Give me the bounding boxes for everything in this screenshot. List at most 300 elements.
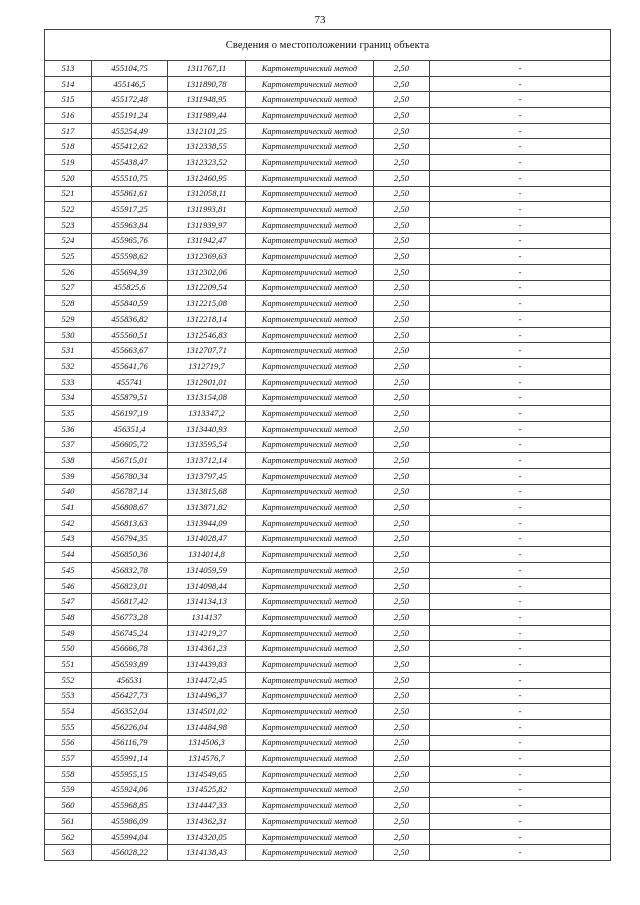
method-cell: Картометрический метод (246, 641, 374, 657)
accuracy-cell: 2,50 (374, 672, 430, 688)
x-coordinate-cell: 455254,49 (92, 123, 168, 139)
note-cell: - (430, 594, 611, 610)
y-coordinate-cell: 1314134,13 (168, 594, 246, 610)
method-cell: Картометрический метод (246, 92, 374, 108)
x-coordinate-cell: 456427,73 (92, 688, 168, 704)
method-cell: Картометрический метод (246, 264, 374, 280)
y-coordinate-cell: 1314447,33 (168, 798, 246, 814)
point-number-cell: 538 (45, 453, 92, 469)
point-number-cell: 515 (45, 92, 92, 108)
y-coordinate-cell: 1314362,31 (168, 814, 246, 830)
table-row (45, 751, 611, 767)
method-cell: Картометрический метод (246, 359, 374, 375)
x-coordinate-cell: 456351,4 (92, 421, 168, 437)
point-number-cell: 545 (45, 563, 92, 579)
point-number-cell: 528 (45, 296, 92, 312)
x-coordinate-cell: 455741 (92, 374, 168, 390)
y-coordinate-cell: 1314501,02 (168, 704, 246, 720)
note-cell: - (430, 531, 611, 547)
point-number-cell: 532 (45, 359, 92, 375)
table-row (45, 155, 611, 171)
table-row (45, 343, 611, 359)
note-cell: - (430, 484, 611, 500)
table-row (45, 327, 611, 343)
table-row (45, 170, 611, 186)
accuracy-cell: 2,50 (374, 249, 430, 265)
y-coordinate-cell: 1311890,78 (168, 76, 246, 92)
point-number-cell: 519 (45, 155, 92, 171)
point-number-cell: 514 (45, 76, 92, 92)
y-coordinate-cell: 1313712,14 (168, 453, 246, 469)
note-cell: - (430, 343, 611, 359)
y-coordinate-cell: 1314137 (168, 610, 246, 626)
x-coordinate-cell: 456605,72 (92, 437, 168, 453)
method-cell: Картометрический метод (246, 610, 374, 626)
note-cell: - (430, 829, 611, 845)
x-coordinate-cell: 455438,47 (92, 155, 168, 171)
table-row (45, 92, 611, 108)
y-coordinate-cell: 1312302,06 (168, 264, 246, 280)
method-cell: Картометрический метод (246, 453, 374, 469)
x-coordinate-cell: 455963,84 (92, 217, 168, 233)
x-coordinate-cell: 456352,04 (92, 704, 168, 720)
point-number-cell: 539 (45, 468, 92, 484)
point-number-cell: 552 (45, 672, 92, 688)
accuracy-cell: 2,50 (374, 202, 430, 218)
accuracy-cell: 2,50 (374, 563, 430, 579)
point-number-cell: 559 (45, 782, 92, 798)
accuracy-cell: 2,50 (374, 594, 430, 610)
point-number-cell: 533 (45, 374, 92, 390)
point-number-cell: 537 (45, 437, 92, 453)
y-coordinate-cell: 1313871,82 (168, 500, 246, 516)
note-cell: - (430, 327, 611, 343)
accuracy-cell: 2,50 (374, 264, 430, 280)
point-number-cell: 535 (45, 406, 92, 422)
table-row (45, 406, 611, 422)
point-number-cell: 522 (45, 202, 92, 218)
table-row (45, 280, 611, 296)
table-row (45, 688, 611, 704)
accuracy-cell: 2,50 (374, 484, 430, 500)
accuracy-cell: 2,50 (374, 421, 430, 437)
y-coordinate-cell: 1314059,59 (168, 563, 246, 579)
note-cell: - (430, 421, 611, 437)
note-cell: - (430, 437, 611, 453)
y-coordinate-cell: 1312719,7 (168, 359, 246, 375)
note-cell: - (430, 217, 611, 233)
x-coordinate-cell: 456197,19 (92, 406, 168, 422)
table-row (45, 578, 611, 594)
method-cell: Картометрический метод (246, 170, 374, 186)
x-coordinate-cell: 456794,35 (92, 531, 168, 547)
page-number: 73 (314, 14, 326, 26)
method-cell: Картометрический метод (246, 186, 374, 202)
point-number-cell: 546 (45, 578, 92, 594)
note-cell: - (430, 264, 611, 280)
y-coordinate-cell: 1313347,2 (168, 406, 246, 422)
x-coordinate-cell: 455861,61 (92, 186, 168, 202)
accuracy-cell: 2,50 (374, 123, 430, 139)
y-coordinate-cell: 1311948,95 (168, 92, 246, 108)
note-cell: - (430, 453, 611, 469)
y-coordinate-cell: 1314576,7 (168, 751, 246, 767)
method-cell: Картометрический метод (246, 312, 374, 328)
table-body (45, 61, 611, 861)
method-cell: Картометрический метод (246, 829, 374, 845)
x-coordinate-cell: 456813,63 (92, 515, 168, 531)
accuracy-cell: 2,50 (374, 657, 430, 673)
y-coordinate-cell: 1313944,09 (168, 515, 246, 531)
table-row (45, 704, 611, 720)
note-cell: - (430, 704, 611, 720)
accuracy-cell: 2,50 (374, 547, 430, 563)
y-coordinate-cell: 1311767,11 (168, 61, 246, 77)
point-number-cell: 517 (45, 123, 92, 139)
point-number-cell: 541 (45, 500, 92, 516)
table-row (45, 108, 611, 124)
accuracy-cell: 2,50 (374, 468, 430, 484)
method-cell: Картометрический метод (246, 563, 374, 579)
method-cell: Картометрический метод (246, 578, 374, 594)
note-cell: - (430, 202, 611, 218)
y-coordinate-cell: 1312101,25 (168, 123, 246, 139)
table-row (45, 390, 611, 406)
note-cell: - (430, 390, 611, 406)
method-cell: Картометрический метод (246, 500, 374, 516)
point-number-cell: 550 (45, 641, 92, 657)
table-row (45, 531, 611, 547)
table-row (45, 312, 611, 328)
note-cell: - (430, 155, 611, 171)
point-number-cell: 562 (45, 829, 92, 845)
table-row (45, 672, 611, 688)
method-cell: Картометрический метод (246, 233, 374, 249)
method-cell: Картометрический метод (246, 217, 374, 233)
point-number-cell: 530 (45, 327, 92, 343)
method-cell: Картометрический метод (246, 390, 374, 406)
note-cell: - (430, 547, 611, 563)
accuracy-cell: 2,50 (374, 814, 430, 830)
point-number-cell: 540 (45, 484, 92, 500)
x-coordinate-cell: 455991,14 (92, 751, 168, 767)
point-number-cell: 547 (45, 594, 92, 610)
method-cell: Картометрический метод (246, 76, 374, 92)
accuracy-cell: 2,50 (374, 578, 430, 594)
y-coordinate-cell: 1313154,08 (168, 390, 246, 406)
table-row (45, 437, 611, 453)
note-cell: - (430, 735, 611, 751)
y-coordinate-cell: 1314439,83 (168, 657, 246, 673)
y-coordinate-cell: 1311989,44 (168, 108, 246, 124)
x-coordinate-cell: 455663,67 (92, 343, 168, 359)
accuracy-cell: 2,50 (374, 61, 430, 77)
table-row (45, 766, 611, 782)
note-cell: - (430, 233, 611, 249)
method-cell: Картометрический метод (246, 108, 374, 124)
method-cell: Картометрический метод (246, 406, 374, 422)
x-coordinate-cell: 455146,5 (92, 76, 168, 92)
x-coordinate-cell: 456808,67 (92, 500, 168, 516)
accuracy-cell: 2,50 (374, 453, 430, 469)
x-coordinate-cell: 455840,59 (92, 296, 168, 312)
table-row (45, 249, 611, 265)
x-coordinate-cell: 455104,75 (92, 61, 168, 77)
point-number-cell: 526 (45, 264, 92, 280)
method-cell: Картометрический метод (246, 437, 374, 453)
x-coordinate-cell: 456745,24 (92, 625, 168, 641)
accuracy-cell: 2,50 (374, 343, 430, 359)
x-coordinate-cell: 455172,48 (92, 92, 168, 108)
accuracy-cell: 2,50 (374, 233, 430, 249)
note-cell: - (430, 500, 611, 516)
method-cell: Картометрический метод (246, 327, 374, 343)
y-coordinate-cell: 1314525,82 (168, 782, 246, 798)
table-row (45, 657, 611, 673)
method-cell: Картометрический метод (246, 484, 374, 500)
table-row (45, 594, 611, 610)
method-cell: Картометрический метод (246, 155, 374, 171)
method-cell: Картометрический метод (246, 374, 374, 390)
point-number-cell: 542 (45, 515, 92, 531)
method-cell: Картометрический метод (246, 704, 374, 720)
point-number-cell: 553 (45, 688, 92, 704)
note-cell: - (430, 296, 611, 312)
y-coordinate-cell: 1314138,43 (168, 845, 246, 861)
accuracy-cell: 2,50 (374, 92, 430, 108)
x-coordinate-cell: 455994,04 (92, 829, 168, 845)
note-cell: - (430, 170, 611, 186)
note-cell: - (430, 563, 611, 579)
x-coordinate-cell: 456226,04 (92, 719, 168, 735)
table-row (45, 735, 611, 751)
accuracy-cell: 2,50 (374, 719, 430, 735)
y-coordinate-cell: 1314472,45 (168, 672, 246, 688)
y-coordinate-cell: 1312338,55 (168, 139, 246, 155)
table-row (45, 814, 611, 830)
x-coordinate-cell: 456787,14 (92, 484, 168, 500)
note-cell: - (430, 280, 611, 296)
note-cell: - (430, 61, 611, 77)
point-number-cell: 529 (45, 312, 92, 328)
x-coordinate-cell: 455968,85 (92, 798, 168, 814)
method-cell: Картометрический метод (246, 845, 374, 861)
table-row (45, 296, 611, 312)
method-cell: Картометрический метод (246, 657, 374, 673)
x-coordinate-cell: 455191,24 (92, 108, 168, 124)
accuracy-cell: 2,50 (374, 688, 430, 704)
method-cell: Картометрический метод (246, 814, 374, 830)
method-cell: Картометрический метод (246, 798, 374, 814)
x-coordinate-cell: 456832,78 (92, 563, 168, 579)
method-cell: Картометрический метод (246, 751, 374, 767)
accuracy-cell: 2,50 (374, 217, 430, 233)
accuracy-cell: 2,50 (374, 186, 430, 202)
x-coordinate-cell: 456116,79 (92, 735, 168, 751)
accuracy-cell: 2,50 (374, 641, 430, 657)
point-number-cell: 527 (45, 280, 92, 296)
y-coordinate-cell: 1312209,54 (168, 280, 246, 296)
note-cell: - (430, 751, 611, 767)
y-coordinate-cell: 1311993,81 (168, 202, 246, 218)
y-coordinate-cell: 1311939,97 (168, 217, 246, 233)
y-coordinate-cell: 1313595,54 (168, 437, 246, 453)
accuracy-cell: 2,50 (374, 751, 430, 767)
y-coordinate-cell: 1312546,83 (168, 327, 246, 343)
accuracy-cell: 2,50 (374, 515, 430, 531)
x-coordinate-cell: 455836,82 (92, 312, 168, 328)
accuracy-cell: 2,50 (374, 280, 430, 296)
table-title: Сведения о местоположении границ объекта (45, 30, 611, 61)
accuracy-cell: 2,50 (374, 170, 430, 186)
method-cell: Картометрический метод (246, 343, 374, 359)
x-coordinate-cell: 456666,78 (92, 641, 168, 657)
method-cell: Картометрический метод (246, 280, 374, 296)
method-cell: Картометрический метод (246, 296, 374, 312)
table-row (45, 76, 611, 92)
accuracy-cell: 2,50 (374, 766, 430, 782)
point-number-cell: 523 (45, 217, 92, 233)
method-cell: Картометрический метод (246, 531, 374, 547)
table-row (45, 719, 611, 735)
y-coordinate-cell: 1314098,44 (168, 578, 246, 594)
x-coordinate-cell: 455917,25 (92, 202, 168, 218)
table-row (45, 610, 611, 626)
y-coordinate-cell: 1314028,47 (168, 531, 246, 547)
method-cell: Картометрический метод (246, 515, 374, 531)
accuracy-cell: 2,50 (374, 296, 430, 312)
point-number-cell: 524 (45, 233, 92, 249)
method-cell: Картометрический метод (246, 468, 374, 484)
accuracy-cell: 2,50 (374, 704, 430, 720)
y-coordinate-cell: 1312901,01 (168, 374, 246, 390)
table-row (45, 186, 611, 202)
note-cell: - (430, 76, 611, 92)
x-coordinate-cell: 455924,06 (92, 782, 168, 798)
note-cell: - (430, 798, 611, 814)
accuracy-cell: 2,50 (374, 531, 430, 547)
accuracy-cell: 2,50 (374, 108, 430, 124)
note-cell: - (430, 108, 611, 124)
accuracy-cell: 2,50 (374, 500, 430, 516)
table-row (45, 123, 611, 139)
method-cell: Картометрический метод (246, 123, 374, 139)
note-cell: - (430, 845, 611, 861)
method-cell: Картометрический метод (246, 249, 374, 265)
accuracy-cell: 2,50 (374, 829, 430, 845)
method-cell: Картометрический метод (246, 782, 374, 798)
point-number-cell: 548 (45, 610, 92, 626)
y-coordinate-cell: 1312058,11 (168, 186, 246, 202)
point-number-cell: 516 (45, 108, 92, 124)
x-coordinate-cell: 456593,89 (92, 657, 168, 673)
y-coordinate-cell: 1314361,23 (168, 641, 246, 657)
accuracy-cell: 2,50 (374, 782, 430, 798)
method-cell: Картометрический метод (246, 719, 374, 735)
y-coordinate-cell: 1313440,93 (168, 421, 246, 437)
note-cell: - (430, 123, 611, 139)
point-number-cell: 543 (45, 531, 92, 547)
x-coordinate-cell: 455510,75 (92, 170, 168, 186)
x-coordinate-cell: 456817,42 (92, 594, 168, 610)
point-number-cell: 560 (45, 798, 92, 814)
x-coordinate-cell: 455560,51 (92, 327, 168, 343)
y-coordinate-cell: 1314484,98 (168, 719, 246, 735)
x-coordinate-cell: 456028,22 (92, 845, 168, 861)
boundary-coordinates-table (44, 29, 611, 861)
note-cell: - (430, 374, 611, 390)
accuracy-cell: 2,50 (374, 437, 430, 453)
point-number-cell: 544 (45, 547, 92, 563)
table-row (45, 453, 611, 469)
accuracy-cell: 2,50 (374, 76, 430, 92)
point-number-cell: 555 (45, 719, 92, 735)
method-cell: Картометрический метод (246, 688, 374, 704)
table-row (45, 798, 611, 814)
point-number-cell: 558 (45, 766, 92, 782)
note-cell: - (430, 657, 611, 673)
note-cell: - (430, 515, 611, 531)
table-row (45, 641, 611, 657)
y-coordinate-cell: 1312369,63 (168, 249, 246, 265)
y-coordinate-cell: 1312215,08 (168, 296, 246, 312)
note-cell: - (430, 468, 611, 484)
accuracy-cell: 2,50 (374, 798, 430, 814)
point-number-cell: 557 (45, 751, 92, 767)
note-cell: - (430, 672, 611, 688)
table-row (45, 468, 611, 484)
point-number-cell: 556 (45, 735, 92, 751)
point-number-cell: 521 (45, 186, 92, 202)
table-row (45, 515, 611, 531)
point-number-cell: 531 (45, 343, 92, 359)
table-row (45, 233, 611, 249)
x-coordinate-cell: 455986,09 (92, 814, 168, 830)
table-row (45, 500, 611, 516)
note-cell: - (430, 766, 611, 782)
table-row (45, 484, 611, 500)
y-coordinate-cell: 1313797,45 (168, 468, 246, 484)
method-cell: Картометрический метод (246, 766, 374, 782)
x-coordinate-cell: 456823,01 (92, 578, 168, 594)
y-coordinate-cell: 1314506,3 (168, 735, 246, 751)
note-cell: - (430, 249, 611, 265)
y-coordinate-cell: 1314320,05 (168, 829, 246, 845)
accuracy-cell: 2,50 (374, 390, 430, 406)
y-coordinate-cell: 1312707,71 (168, 343, 246, 359)
table-row (45, 845, 611, 861)
point-number-cell: 554 (45, 704, 92, 720)
y-coordinate-cell: 1312218,14 (168, 312, 246, 328)
accuracy-cell: 2,50 (374, 625, 430, 641)
x-coordinate-cell: 456773,28 (92, 610, 168, 626)
point-number-cell: 549 (45, 625, 92, 641)
table-row (45, 264, 611, 280)
x-coordinate-cell: 455412,62 (92, 139, 168, 155)
table-header-row (45, 30, 611, 61)
table-row (45, 374, 611, 390)
x-coordinate-cell: 456850,36 (92, 547, 168, 563)
accuracy-cell: 2,50 (374, 359, 430, 375)
x-coordinate-cell: 456780,34 (92, 468, 168, 484)
note-cell: - (430, 814, 611, 830)
table-row (45, 421, 611, 437)
accuracy-cell: 2,50 (374, 610, 430, 626)
table-row (45, 782, 611, 798)
note-cell: - (430, 359, 611, 375)
note-cell: - (430, 578, 611, 594)
accuracy-cell: 2,50 (374, 155, 430, 171)
